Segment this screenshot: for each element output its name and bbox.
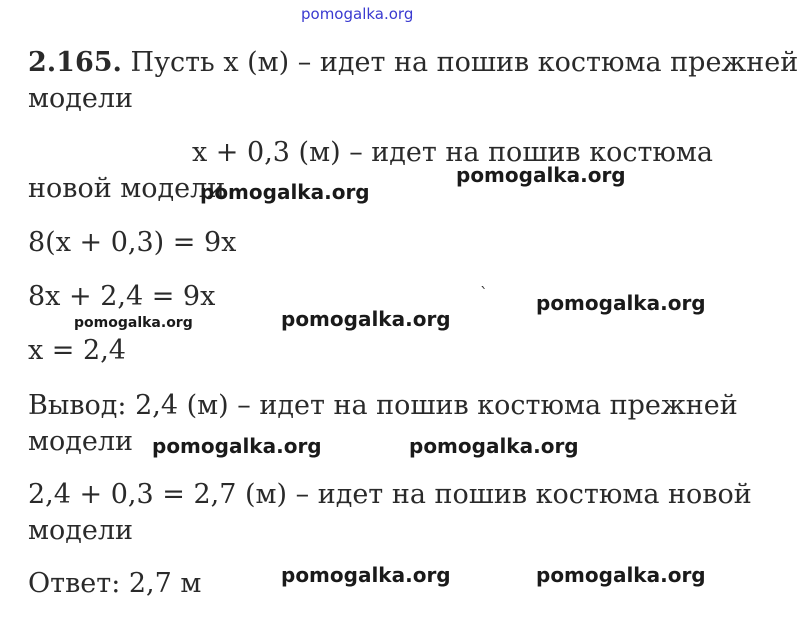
stray-mark: ` xyxy=(480,284,488,303)
conclusion-line-1: Вывод: 2,4 (м) – идет на пошив костюма прежней xyxy=(28,390,738,421)
watermark-6: pomogalka.org xyxy=(152,434,322,458)
problem-number: 2.165. xyxy=(28,47,122,78)
watermark-4: pomogalka.org xyxy=(74,315,193,331)
watermark-top: pomogalka.org xyxy=(301,5,414,23)
equation-2: 8x + 2,4 = 9x xyxy=(28,281,216,312)
watermark-7: pomogalka.org xyxy=(409,434,579,458)
watermark-9: pomogalka.org xyxy=(536,563,706,587)
problem-line-1-text: Пусть x (м) – идет на пошив костюма прежней xyxy=(130,47,798,78)
watermark-1: pomogalka.org xyxy=(200,180,370,204)
watermark-5: pomogalka.org xyxy=(281,307,451,331)
problem-line-3: x + 0,3 (м) – идет на пошив костюма xyxy=(192,137,713,168)
problem-line-1 xyxy=(28,46,798,80)
problem-line-2: модели xyxy=(28,83,134,114)
equation-3: x = 2,4 xyxy=(28,335,126,366)
watermark-3: pomogalka.org xyxy=(536,291,706,315)
conclusion-line-2: модели xyxy=(28,426,134,457)
calc-line-1: 2,4 + 0,3 = 2,7 (м) – идет на пошив костюма новой xyxy=(28,479,752,510)
watermark-8: pomogalka.org xyxy=(281,563,451,587)
watermark-2: pomogalka.org xyxy=(456,163,626,187)
calc-line-2: модели xyxy=(28,515,134,546)
problem-line-4: новой модели xyxy=(28,173,226,204)
equation-1: 8(x + 0,3) = 9x xyxy=(28,227,237,258)
answer-line: Ответ: 2,7 м xyxy=(28,568,202,599)
